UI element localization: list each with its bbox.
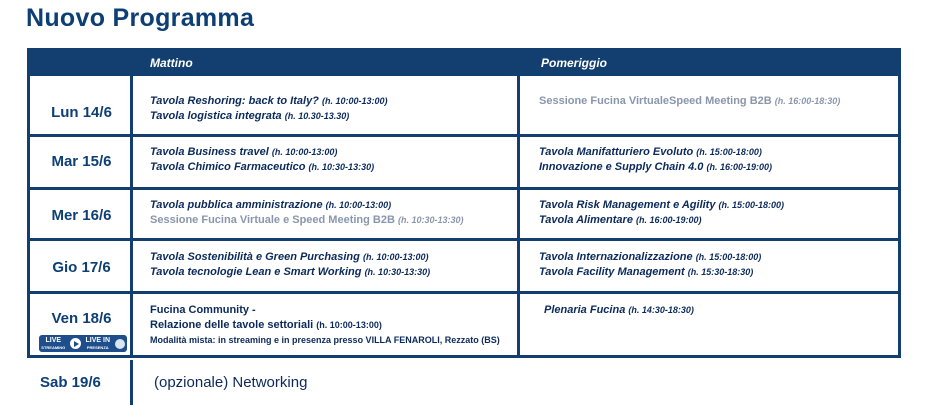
session-title: Sessione Fucina Virtuale e Speed Meeting B2B <box>150 214 395 226</box>
table-row <box>30 241 898 291</box>
morning-cell <box>150 145 374 175</box>
session-title: Sessione Fucina VirtualeSpeed Meeting B2B <box>539 95 772 107</box>
day-label: Ven 18/6 <box>51 310 112 327</box>
session-time: (h. 10:30-13:30) <box>308 162 375 172</box>
session-time: (h. 14:30-18:30) <box>628 305 694 315</box>
afternoon-cell <box>539 94 840 109</box>
session-time: (h. 10:00-13:00) <box>316 320 382 330</box>
session-time: (h. 10:30-13:30) <box>364 267 431 277</box>
session-title: Tavola Manifatturiero Evoluto <box>539 146 694 158</box>
session-time: (h. 10:30-13:30) <box>398 215 464 225</box>
session-title: Tavola Chimico Farmaceutico <box>150 161 306 173</box>
session-title: Tavola Alimentare <box>539 214 633 226</box>
afternoon-cell <box>539 250 761 280</box>
session-title: Tavola Facility Management <box>539 266 685 278</box>
session-title: Tavola Risk Management e Agility <box>539 199 716 211</box>
morning-cell <box>150 94 388 124</box>
morning-cell <box>150 303 500 348</box>
session-title: Fucina Community - <box>150 304 256 316</box>
session-time: (h. 15:00-18:00) <box>695 252 762 262</box>
live-in-sub: PRESENZA <box>86 344 109 350</box>
schedule-table <box>27 48 901 358</box>
session-title: Innovazione e Supply Chain 4.0 <box>539 161 704 173</box>
live-badge <box>39 335 127 352</box>
table-header <box>30 51 898 76</box>
session-time: (h. 10.30-13.30) <box>284 111 350 121</box>
session-title: Tavola Sostenibilità e Green Purchasing <box>150 251 360 263</box>
session-time: (h. 16:00-18:30) <box>774 96 841 106</box>
session-title: Tavola tecnologie Lean e Smart Working <box>150 266 362 278</box>
header-morning: Mattino <box>150 56 193 70</box>
session-title: Tavola Reshoring: back to Italy? <box>150 95 319 107</box>
column-divider-saturday <box>130 360 133 405</box>
day-label: Mer 16/6 <box>51 207 112 224</box>
session-time: (h. 15:30-18:30) <box>687 267 754 277</box>
day-label-saturday: Sab 19/6 <box>40 374 101 391</box>
header-afternoon: Pomeriggio <box>541 56 608 70</box>
session-note: Modalità mista: in streaming e in presenza presso VILLA FENAROLI, Rezzato (BS) <box>150 335 500 345</box>
session-title: Tavola logistica integrata <box>150 110 282 122</box>
day-label: Mar 15/6 <box>51 153 112 170</box>
live-label: LIVE <box>45 336 62 344</box>
play-icon <box>70 338 81 349</box>
afternoon-cell <box>544 303 694 318</box>
people-icon <box>115 339 125 349</box>
session-time: (h. 15:00-18:00) <box>718 200 785 210</box>
session-time: (h. 16:00-19:00) <box>636 215 702 225</box>
session-time: (h. 15:00-18:00) <box>696 147 762 157</box>
session-title: Tavola Business travel <box>150 146 269 158</box>
session-time: (h. 10:00-13:00) <box>325 200 392 210</box>
live-in-label: LIVE IN <box>85 336 111 344</box>
session-time: (h. 10:00-13:00) <box>362 252 429 262</box>
table-row <box>30 294 898 358</box>
session-title: Relazione delle tavole settoriali <box>150 319 314 331</box>
session-time: (h. 10:00-13:00) <box>321 96 388 106</box>
day-label: Lun 14/6 <box>51 104 112 121</box>
table-row <box>30 137 898 187</box>
table-row <box>30 79 898 134</box>
morning-cell <box>150 250 430 280</box>
saturday-text: (opzionale) Networking <box>154 374 308 391</box>
session-title: Tavola Internazionalizzazione <box>539 251 693 263</box>
session-title: Plenaria Fucina <box>544 304 626 316</box>
session-time: (h. 16:00-19:00) <box>706 162 773 172</box>
session-title: Tavola pubblica amministrazione <box>150 199 323 211</box>
page-title: Nuovo Programma <box>26 4 255 32</box>
morning-cell <box>150 198 464 228</box>
afternoon-cell <box>539 198 784 228</box>
session-time: (h. 10:00-13:00) <box>271 147 338 157</box>
day-label: Gio 17/6 <box>52 259 111 276</box>
afternoon-cell <box>539 145 772 175</box>
table-row <box>30 190 898 238</box>
live-sub: STREAMING <box>41 344 66 350</box>
